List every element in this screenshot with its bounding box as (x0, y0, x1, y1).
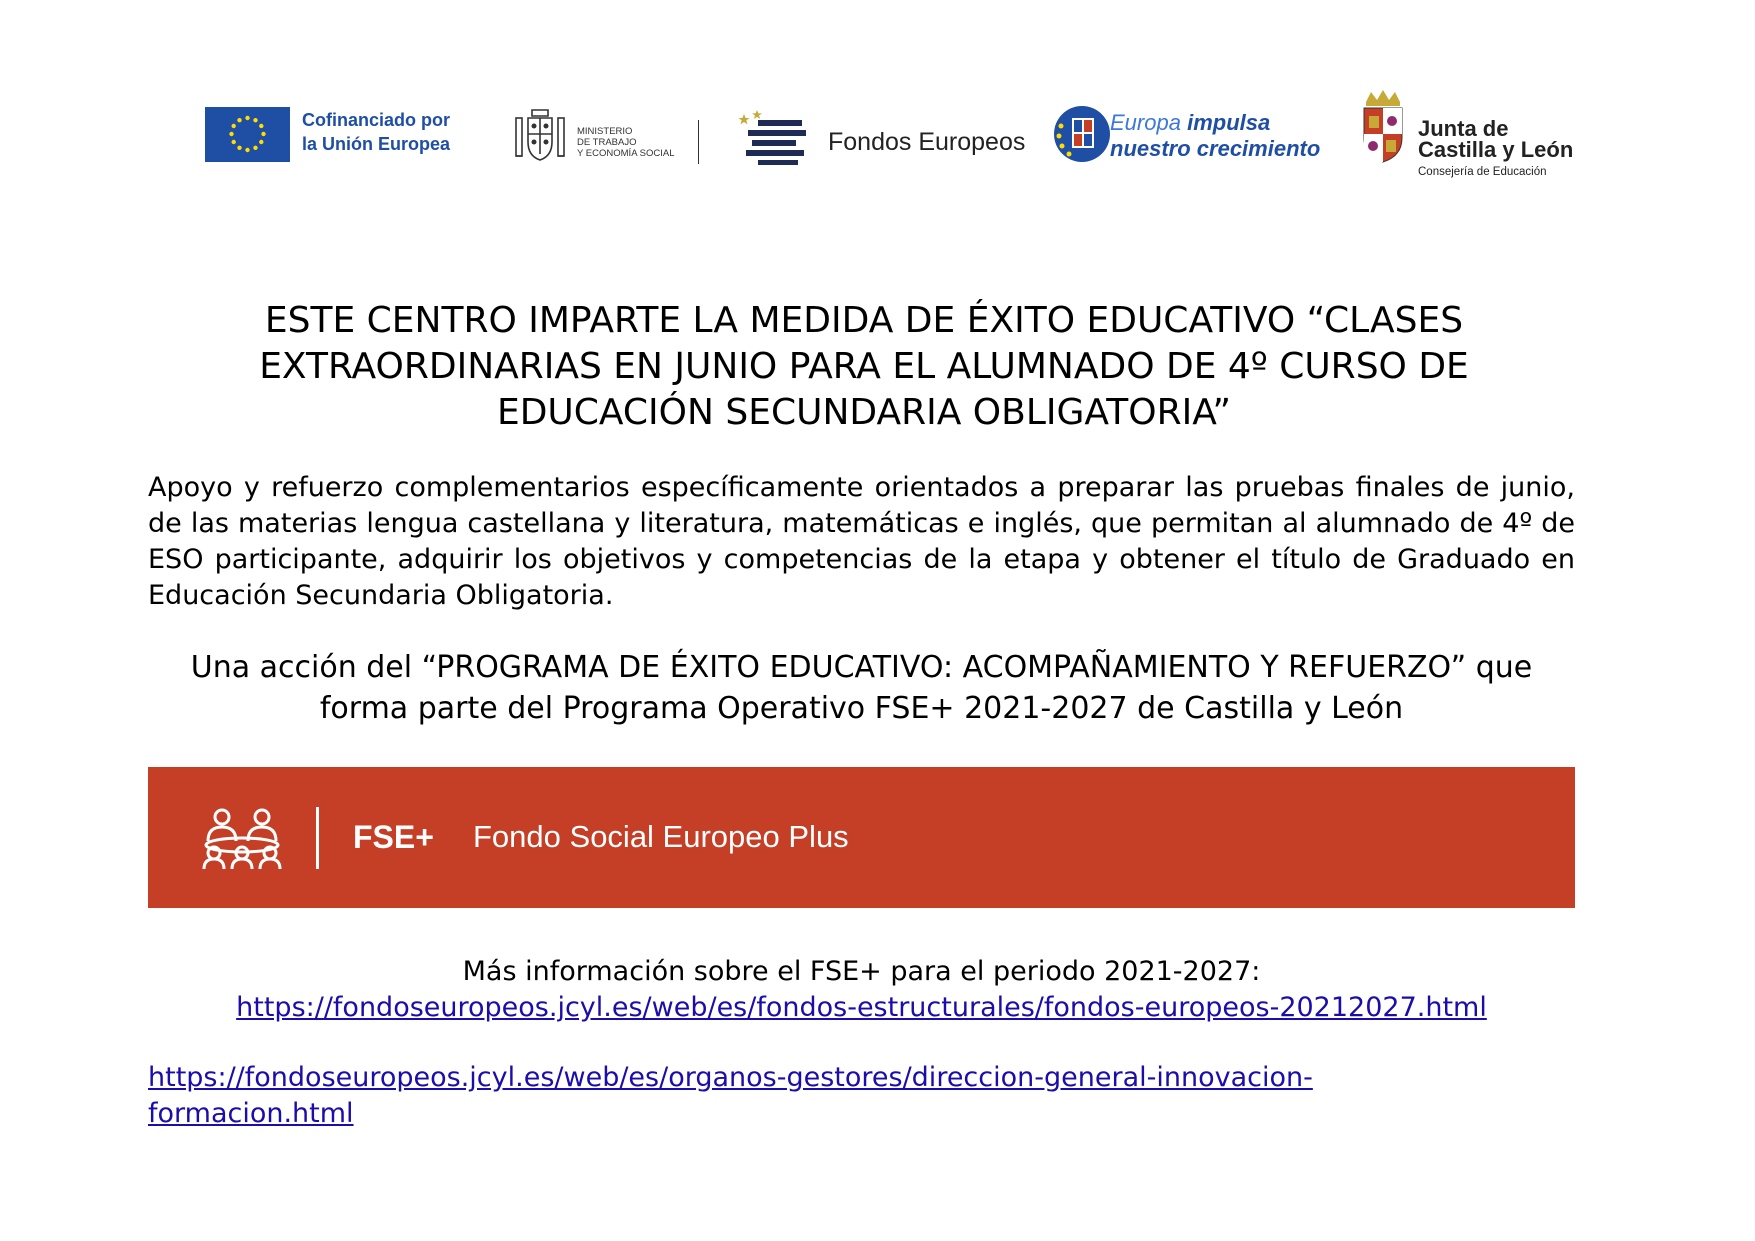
eu-flag-icon (205, 107, 290, 162)
castilla-leon-shield-icon (1360, 88, 1406, 168)
page-title: ESTE CENTRO IMPARTE LA MEDIDA DE ÉXITO EDUCATIVO “CLASES EXTRAORDINARIAS EN JUNIO PARA EL ALUMNADO DE 4º CURSO DE EDUCACIÓN SECUNDARIA OBLIGATORIA” (259, 300, 1469, 433)
ministry-line-1: MINISTERIO (577, 126, 633, 137)
fondos-europeos-text: Fondos Europeos (828, 128, 1026, 156)
eu-line-2: la Unión Europea (302, 134, 451, 154)
ministry-divider (698, 120, 699, 164)
eu-line-1: Cofinanciado por (302, 110, 450, 130)
fse-banner (148, 767, 1575, 908)
fse-abbreviation: FSE+ (353, 819, 434, 855)
nuestro-crecimiento-line: nuestro crecimiento (1110, 136, 1321, 161)
consejeria-text: Consejería de Educación (1418, 166, 1547, 178)
ministry-line-2: DE TRABAJO (577, 137, 637, 148)
junta-text (1418, 118, 1573, 160)
ministry-line-3: Y ECONOMÍA SOCIAL (577, 148, 675, 159)
fse-divider (316, 807, 319, 869)
europa-word: Europa (1110, 110, 1181, 135)
europa-impulsa-text (1110, 110, 1320, 162)
program-paragraph: Una acción del “PROGRAMA DE ÉXITO EDUCATIVO: ACOMPAÑAMIENTO Y REFUERZO” que forma parte del Programa Operativo FSE+ 2021-2027 de Castilla y León (190, 650, 1533, 726)
ministry-text (577, 126, 675, 159)
description-paragraph: Apoyo y refuerzo complementarios específicamente orientados a preparar las pruebas finales de junio, de las materias lengua castellana y literatura, matemáticas e inglés, que permitan al alumnado de 4º de ESO participante, adquirir los objetivos y competencias de la etapa y obtener el título de Graduado en Educación Secundaria Obligatoria. (148, 472, 1575, 611)
more-info-label: Más información sobre el FSE+ para el periodo 2021-2027: (462, 956, 1261, 987)
impulsa-word: impulsa (1187, 110, 1271, 135)
fse-full-name: Fondo Social Europeo Plus (473, 819, 849, 854)
europa-impulsa-icon (1052, 102, 1110, 170)
junta-line-1: Junta de (1418, 116, 1509, 141)
fondos-europeos-link[interactable]: https://fondoseuropeos.jcyl.es/web/es/fondos-estructurales/fondos-europeos-20212027.html (236, 992, 1487, 1023)
organos-gestores-link[interactable]: https://fondoseuropeos.jcyl.es/web/es/organos-gestores/direccion-general-innovacion-formacion.html (148, 1062, 1313, 1129)
fondos-europeos-icon (738, 110, 816, 170)
logo-strip (0, 0, 1755, 260)
junta-line-2: Castilla y León (1418, 137, 1574, 162)
people-group-icon (200, 805, 284, 875)
eu-cofinanciado-text (302, 108, 450, 156)
spain-coat-of-arms-icon (512, 104, 568, 170)
